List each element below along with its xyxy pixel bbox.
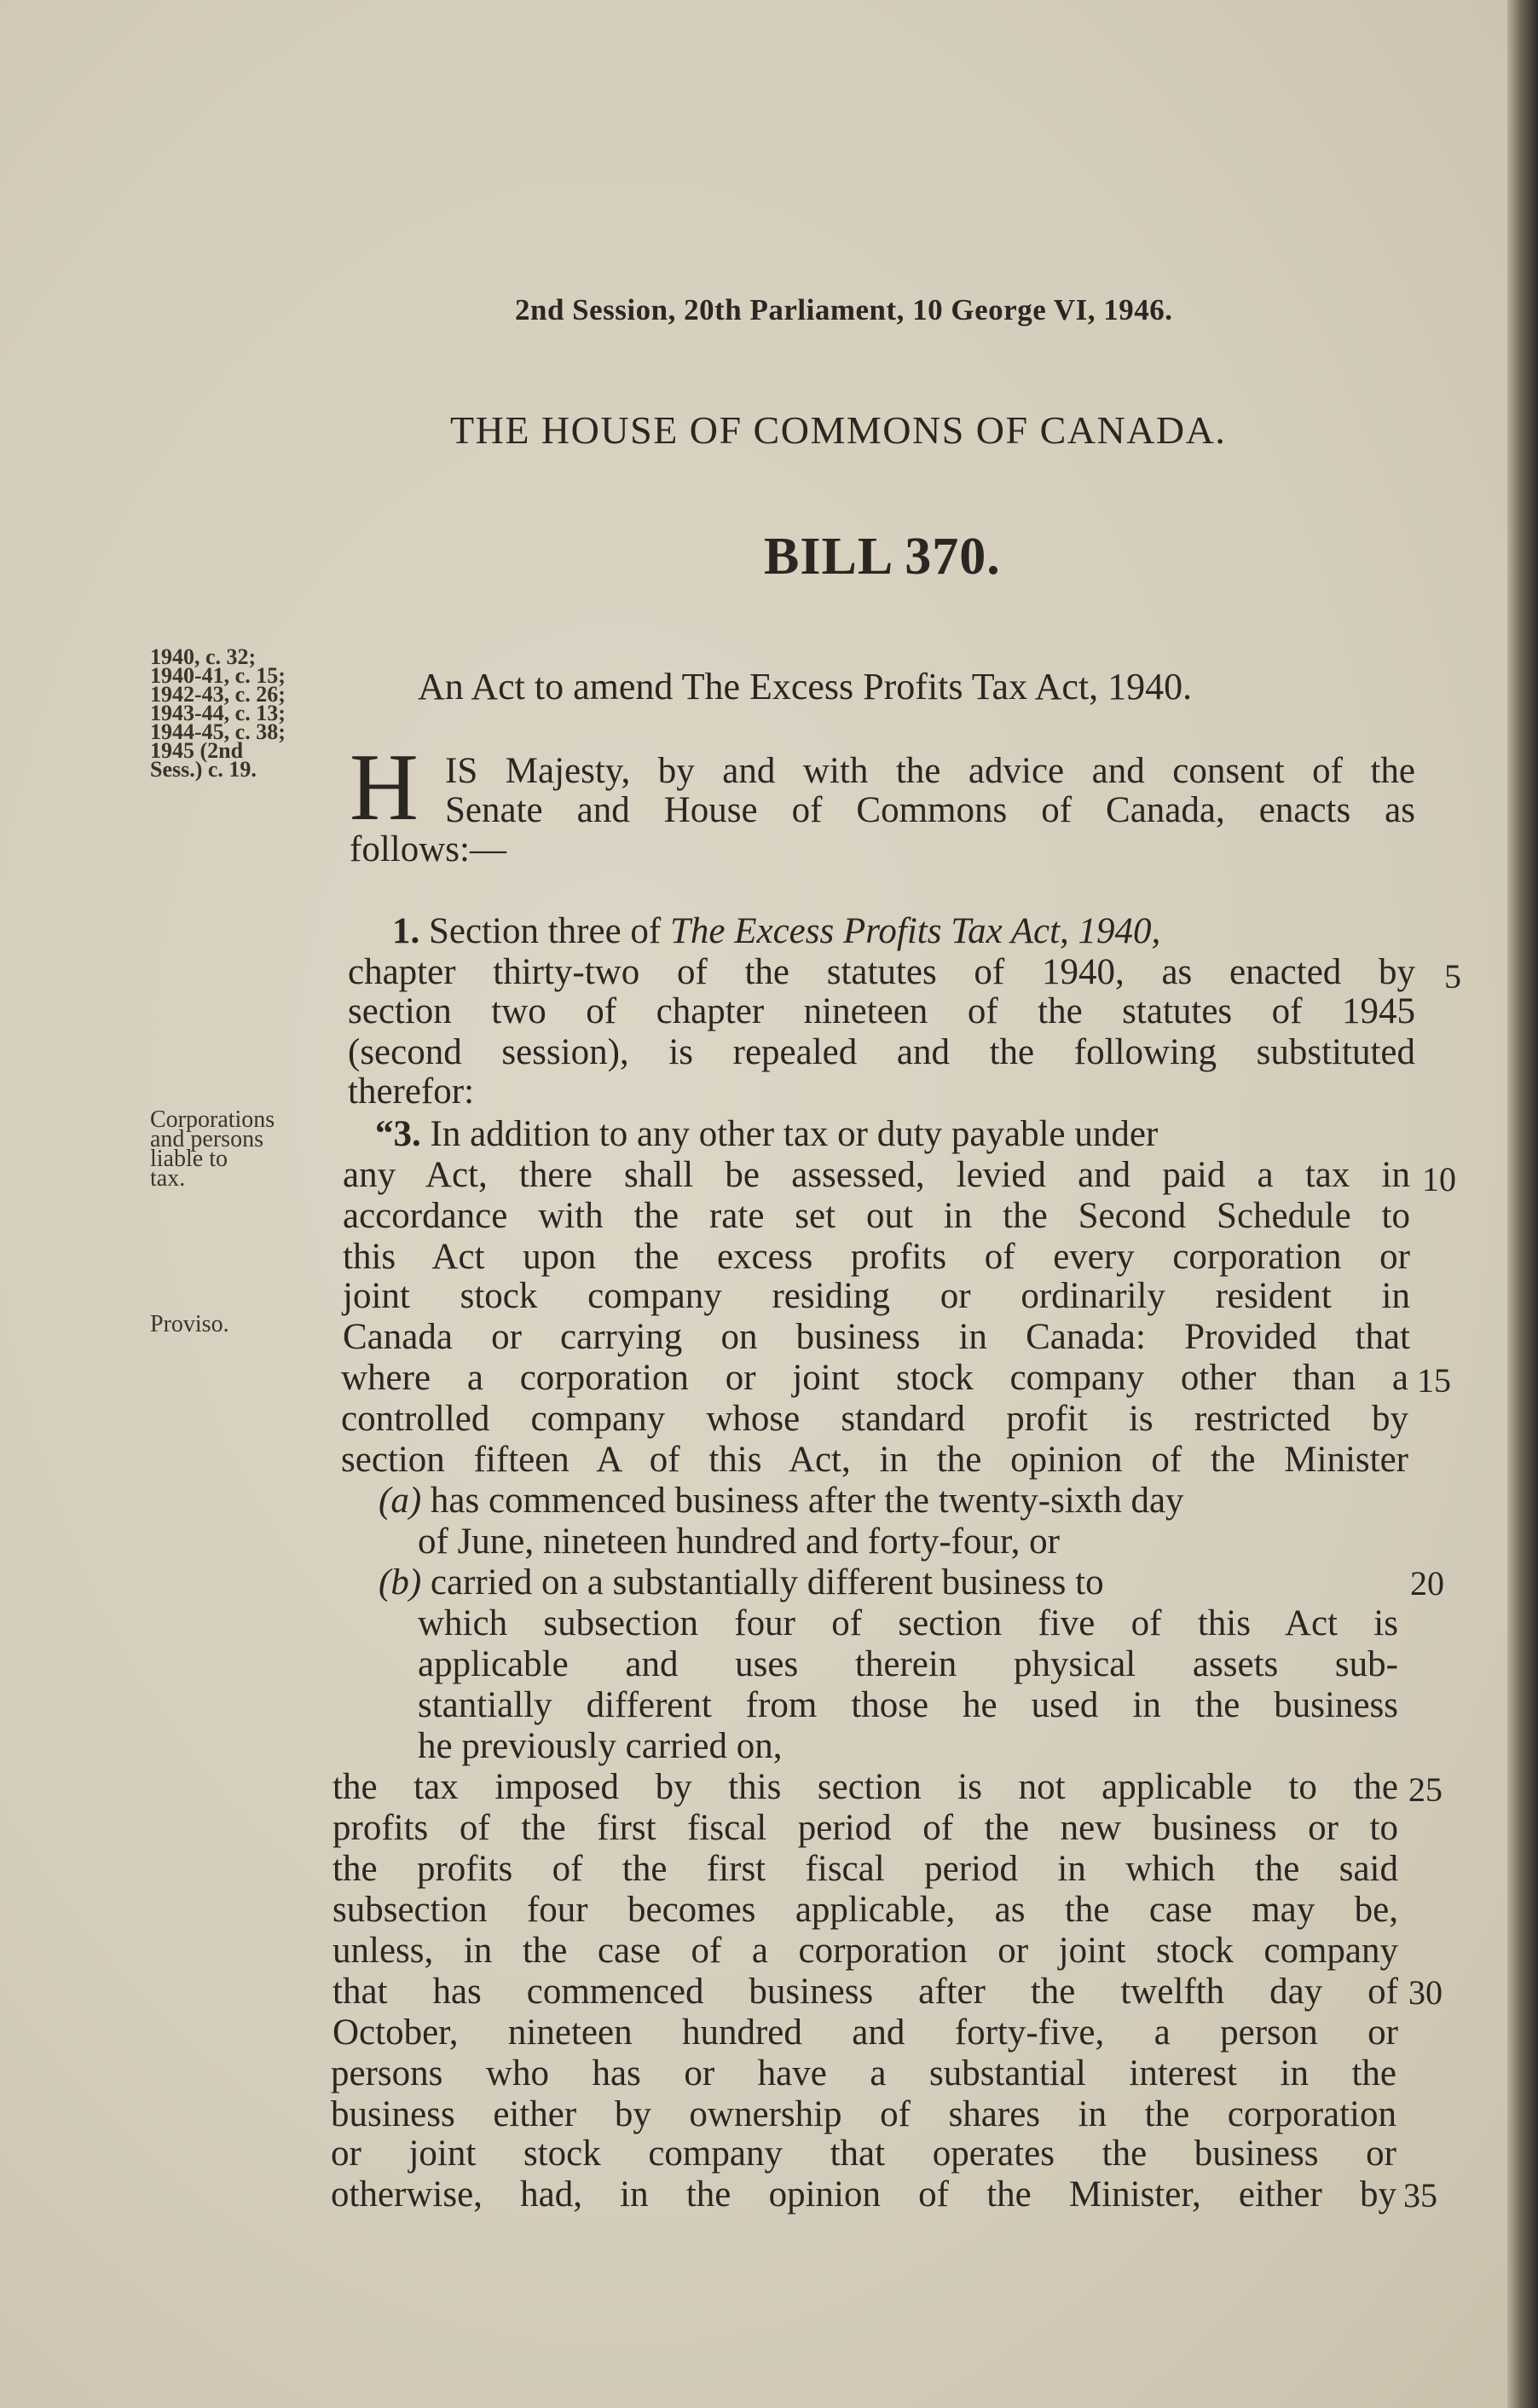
section-3-line: Canada or carrying on business in Canada: Provided that [343, 1317, 1410, 1357]
citation-line: 1945 (2nd [150, 738, 244, 763]
session-heading: 2nd Session, 20th Parliament, 10 George VI, 1946. [515, 293, 1173, 326]
section-3-tail-line: October, nineteen hundred and forty-five, a person or [332, 2012, 1398, 2053]
citation-line: 1942-43, c. 26; [150, 682, 286, 707]
section-3-line: controlled company whose standard profit is restricted by [341, 1399, 1408, 1439]
sidenote-line: and persons [150, 1126, 263, 1152]
sidenote-corporations [150, 1106, 275, 1192]
paragraph-b-line: (b) carried on a substantially different business to [379, 1562, 1104, 1602]
paragraph-a-line: (a) has commenced business after the twenty-sixth day [379, 1481, 1184, 1521]
line-number: 20 [1410, 1564, 1444, 1602]
section-3-line: where a corporation or joint stock company other than a [341, 1358, 1408, 1398]
paragraph-b-line: applicable and uses therein physical assets sub- [418, 1644, 1398, 1684]
section-3-line: accordance with the rate set out in the Second Schedule to [343, 1196, 1410, 1236]
section-3-tail-line: otherwise, had, in the opinion of the Minister, either by [331, 2174, 1396, 2215]
sidenote-citations [150, 644, 286, 782]
section-number: “3. [375, 1114, 421, 1154]
book-spine-edge [1507, 0, 1538, 2408]
section-3-tail-line: business either by ownership of shares in the corporation [331, 2094, 1396, 2134]
sidenote-line: tax. [150, 1165, 186, 1192]
line-number: 15 [1417, 1361, 1451, 1400]
line-number: 30 [1408, 1973, 1443, 2012]
paragraph-a-line: of June, nineteen hundred and forty-four, or [418, 1522, 1060, 1562]
sidenote-line: Corporations [150, 1106, 275, 1133]
paragraph-b-line: stantially different from those he used in the business [418, 1685, 1398, 1725]
paragraph-b-label: (b) [379, 1562, 422, 1602]
section-1-line: (second session), is repealed and the following substituted [348, 1032, 1415, 1072]
paragraph-b-line: which subsection four of section five of this Act is [418, 1603, 1398, 1643]
section-3-tail-line: persons who has or have a substantial interest in the [331, 2053, 1396, 2093]
section-1-line: 1. Section three of The Excess Profits Tax Act, 1940, [392, 911, 1161, 951]
section-1-line: section two of chapter nineteen of the statutes of 1945 [348, 991, 1415, 1031]
citation-line: 1944-45, c. 38; [150, 719, 286, 744]
section-3-line: section fifteen A of this Act, in the opinion of the Minister [341, 1440, 1408, 1480]
preamble-line: IS Majesty, by and with the advice and consent of the [445, 751, 1415, 791]
section-3-tail-line: or joint stock company that operates the business or [331, 2134, 1396, 2174]
citation-line: 1940-41, c. 15; [150, 663, 286, 688]
citation-line: 1940, c. 32; [150, 644, 257, 669]
section-3-tail-line: the tax imposed by this section is not applicable to the [332, 1767, 1398, 1807]
citation-line: Sess.) c. 19. [150, 757, 257, 782]
preamble-line: follows:— [350, 829, 506, 869]
citation-line: 1943-44, c. 13; [150, 701, 286, 725]
section-3-tail-line: subsection four becomes applicable, as the case may be, [332, 1890, 1398, 1930]
section-3-line: this Act upon the excess profits of every corporation or [343, 1237, 1410, 1277]
sidenote-line: liable to [150, 1146, 228, 1172]
line-number: 25 [1408, 1770, 1443, 1809]
section-3-tail-line: that has commenced business after the twelfth day of [332, 1972, 1398, 2012]
section-number: 1. [392, 911, 420, 951]
section-3-tail-line: unless, in the case of a corporation or joint stock company [332, 1931, 1398, 1971]
line-number: 35 [1403, 2176, 1437, 2215]
act-title: An Act to amend The Excess Profits Tax Act, 1940. [418, 666, 1193, 707]
bill-number: BILL 370. [764, 528, 1001, 586]
section-3-line: joint stock company residing or ordinarily resident in [343, 1276, 1410, 1316]
preamble-dropcap: H [350, 735, 419, 840]
line-number: 10 [1422, 1160, 1456, 1198]
section-3-line: any Act, there shall be assessed, levied and paid a tax in [343, 1155, 1410, 1195]
preamble-line: Senate and House of Commons of Canada, enacts as [445, 790, 1415, 830]
section-3-tail-line: the profits of the first fiscal period in which the said [332, 1849, 1398, 1889]
section-1-line: chapter thirty-two of the statutes of 1940, as enacted by [348, 952, 1415, 992]
section-3-tail-line: profits of the first fiscal period of the new business or to [332, 1808, 1398, 1848]
paragraph-b-line: he previously carried on, [418, 1726, 783, 1766]
line-number: 5 [1444, 957, 1461, 996]
section-3-line: “3. In addition to any other tax or duty payable under [375, 1114, 1159, 1154]
paragraph-a-label: (a) [379, 1481, 422, 1521]
sidenote-proviso: Proviso. [150, 1311, 229, 1337]
section-1-line: therefor: [348, 1071, 475, 1112]
house-heading: THE HOUSE OF COMMONS OF CANADA. [450, 408, 1227, 452]
